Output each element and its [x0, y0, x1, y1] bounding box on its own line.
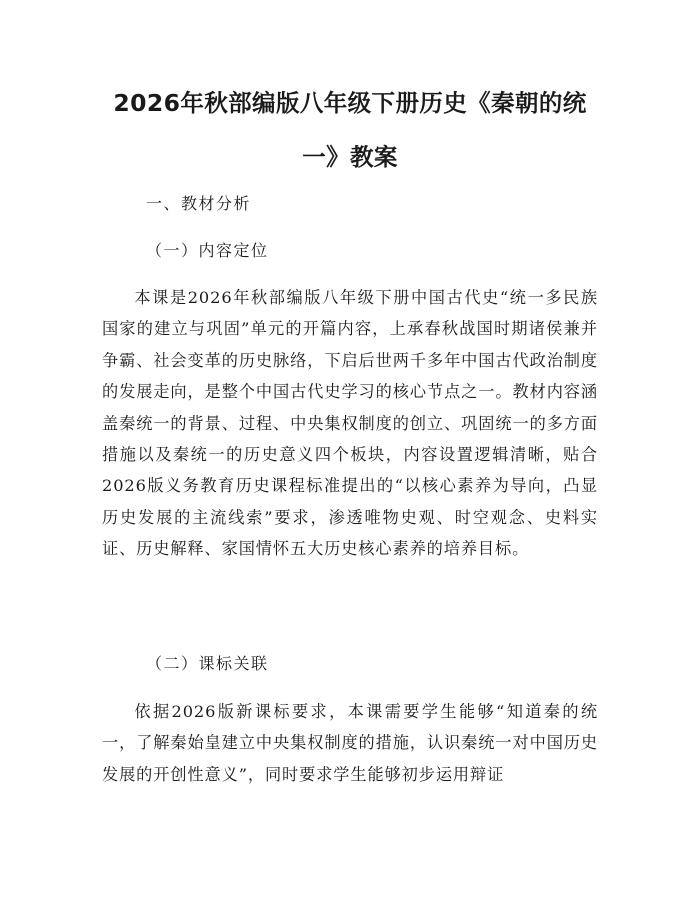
paragraph-content-positioning: 本课是2026年秋部编版八年级下册中国古代史“统一多民族国家的建立与巩固”单元的开篇内容，上承春秋战国时期诸侯兼并争霸、社会变革的历史脉络，下启后世两千多年中国古代政治制度的发展走向，是整个中国古代史学习的核心节点之一。教材内容涵盖秦统一的背景、过程、中央集权制度的创立、巩固统一的多方面措施以及秦统一的历史意义四个板块，内容设置逻辑清晰，贴合2026版义务教育历史课程标准提出的“以核心素养为导向，凸显历史发展的主流线索”要求，渗透唯物史观、时空观念、史料实证、历史解释、家国情怀五大历史核心素养的培养目标。	[102, 288, 598, 559]
section-heading-textbook-analysis: 一、教材分析	[146, 194, 252, 213]
document-title: 2026年秋部编版八年级下册历史《秦朝的统一》教案	[113, 89, 587, 171]
paragraph-curriculum-link: 依据2026版新课标要求，本课需要学生能够“知道秦的统一，了解秦始皇建立中央集权制度的措施，认识秦统一对中国历史发展的开创性意义”，同时要求学生能够初步运用辩证	[102, 702, 598, 784]
subsection-heading-curriculum-link: （二）课标关联	[146, 654, 269, 673]
subsection-heading-content-positioning: （一）内容定位	[146, 241, 269, 260]
